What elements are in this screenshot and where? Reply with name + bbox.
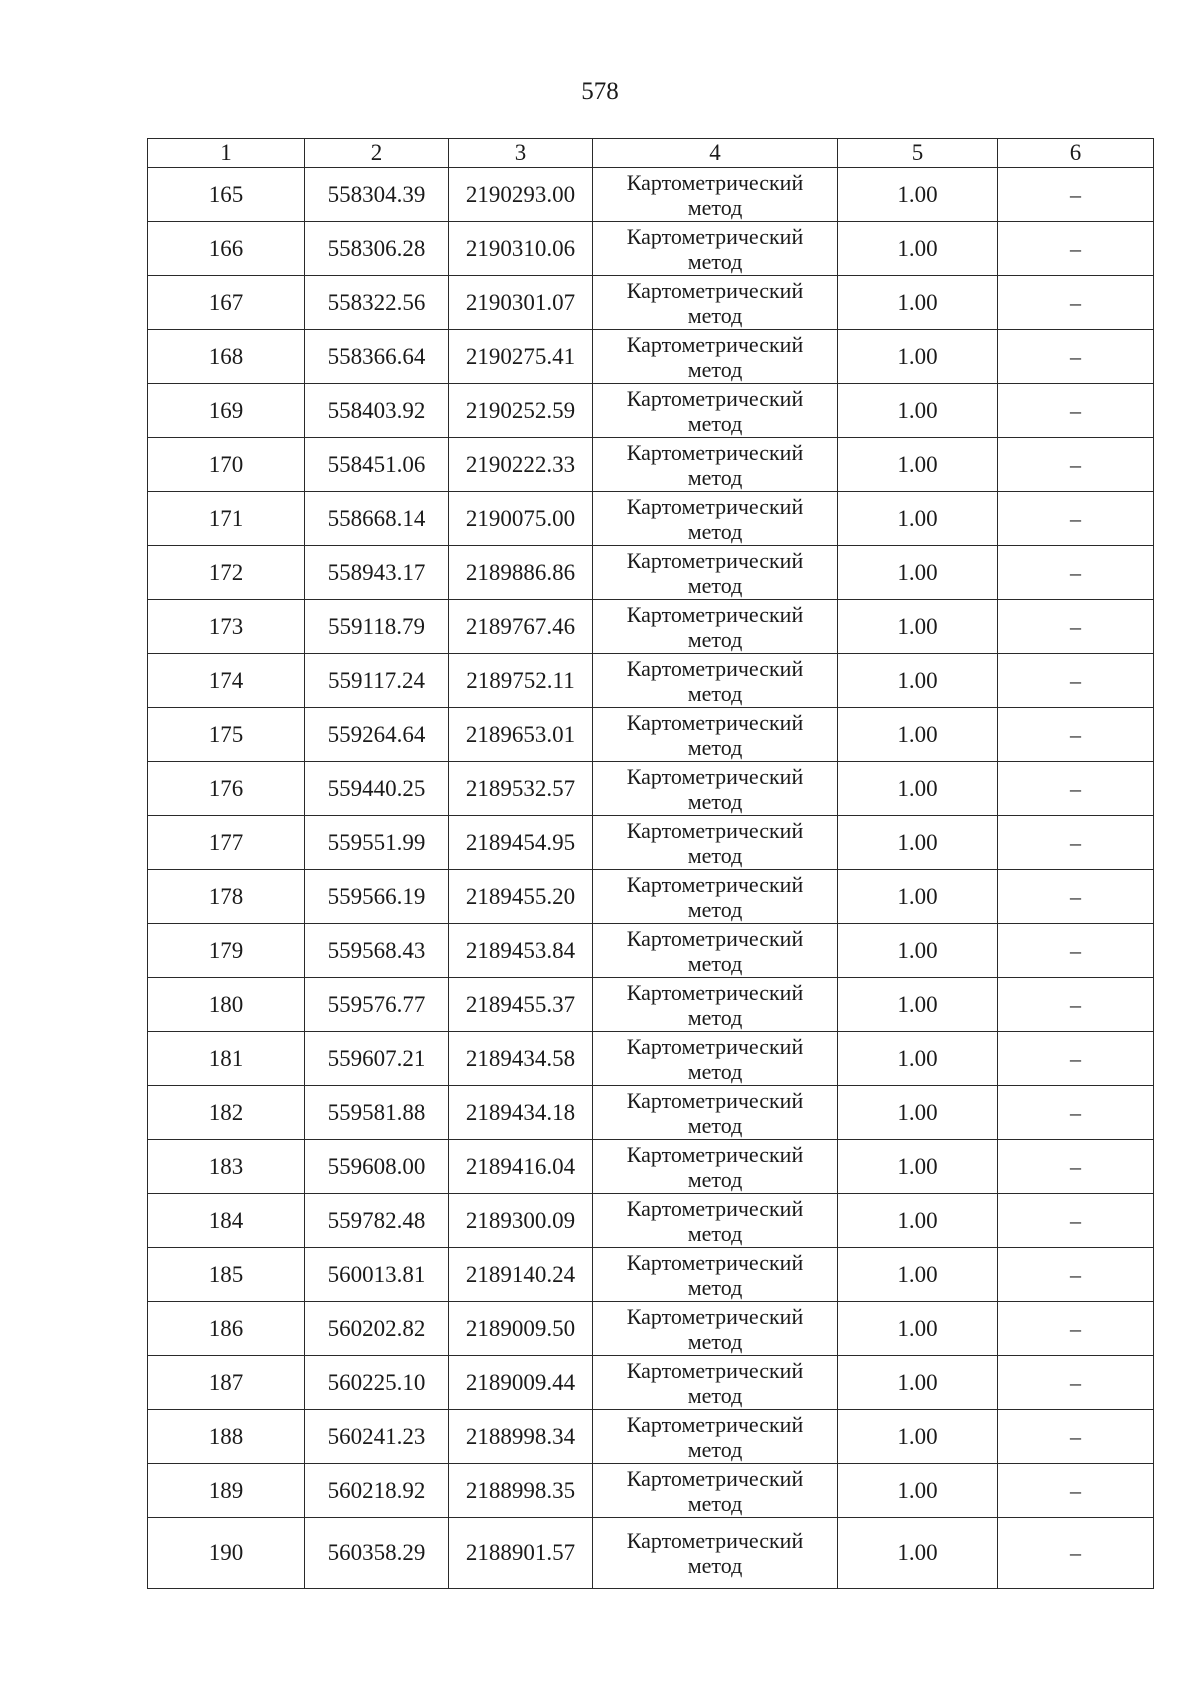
method-line-1: Картометрический xyxy=(626,493,804,519)
method-line-1: Картометрический xyxy=(626,1528,804,1553)
method-cell xyxy=(593,1410,838,1464)
x-coordinate-cell: 559576.77 xyxy=(305,978,449,1032)
accuracy-cell: 1.00 xyxy=(838,1518,998,1589)
method-line-2: метод xyxy=(687,680,743,706)
x-coordinate-cell: 559581.88 xyxy=(305,1086,449,1140)
method-cell xyxy=(593,384,838,438)
x-coordinate-cell: 558304.39 xyxy=(305,168,449,222)
x-coordinate-cell: 559566.19 xyxy=(305,870,449,924)
column-header: 3 xyxy=(449,139,593,168)
point-number-cell: 169 xyxy=(148,384,305,438)
accuracy-cell: 1.00 xyxy=(838,1410,998,1464)
point-number-cell: 180 xyxy=(148,978,305,1032)
x-coordinate-cell: 558322.56 xyxy=(305,276,449,330)
method-cell xyxy=(593,1140,838,1194)
table-header xyxy=(148,139,1154,168)
point-number-cell: 170 xyxy=(148,438,305,492)
accuracy-cell: 1.00 xyxy=(838,924,998,978)
method-line-1: Картометрический xyxy=(626,1195,804,1221)
method-line-2: метод xyxy=(687,1220,743,1246)
point-number-cell: 168 xyxy=(148,330,305,384)
method-line-2: метод xyxy=(687,788,743,814)
method-line-2: метод xyxy=(687,572,743,598)
y-coordinate-cell: 2189752.11 xyxy=(449,654,593,708)
point-number-cell: 174 xyxy=(148,654,305,708)
y-coordinate-cell: 2189455.37 xyxy=(449,978,593,1032)
x-coordinate-cell: 558451.06 xyxy=(305,438,449,492)
table-row xyxy=(148,222,1154,276)
y-coordinate-cell: 2188998.35 xyxy=(449,1464,593,1518)
page-number: 578 xyxy=(581,78,619,105)
note-cell: – xyxy=(998,492,1154,546)
method-line-1: Картометрический xyxy=(626,169,804,195)
point-number-cell: 178 xyxy=(148,870,305,924)
table-row xyxy=(148,546,1154,600)
accuracy-cell: 1.00 xyxy=(838,1356,998,1410)
point-number-cell: 188 xyxy=(148,1410,305,1464)
accuracy-cell: 1.00 xyxy=(838,600,998,654)
note-cell: – xyxy=(998,1518,1154,1589)
note-cell: – xyxy=(998,438,1154,492)
column-header: 2 xyxy=(305,139,449,168)
x-coordinate-cell: 560241.23 xyxy=(305,1410,449,1464)
column-header: 4 xyxy=(593,139,838,168)
table-row xyxy=(148,438,1154,492)
x-coordinate-cell: 558403.92 xyxy=(305,384,449,438)
note-cell: – xyxy=(998,870,1154,924)
table-row xyxy=(148,1302,1154,1356)
x-coordinate-cell: 560225.10 xyxy=(305,1356,449,1410)
point-number-cell: 177 xyxy=(148,816,305,870)
accuracy-cell: 1.00 xyxy=(838,276,998,330)
point-number-cell: 186 xyxy=(148,1302,305,1356)
table-row xyxy=(148,1194,1154,1248)
method-cell xyxy=(593,492,838,546)
point-number-cell: 175 xyxy=(148,708,305,762)
method-cell xyxy=(593,330,838,384)
note-cell: – xyxy=(998,1464,1154,1518)
table-row xyxy=(148,276,1154,330)
y-coordinate-cell: 2188901.57 xyxy=(449,1518,593,1589)
method-line-2: метод xyxy=(687,1328,743,1354)
method-line-2: метод xyxy=(687,1058,743,1084)
note-cell: – xyxy=(998,1140,1154,1194)
y-coordinate-cell: 2189416.04 xyxy=(449,1140,593,1194)
method-line-2: метод xyxy=(687,410,743,436)
method-line-1: Картометрический xyxy=(626,1087,804,1113)
method-line-1: Картометрический xyxy=(626,1249,804,1275)
method-line-1: Картометрический xyxy=(626,601,804,627)
method-line-1: Картометрический xyxy=(626,277,804,303)
x-coordinate-cell: 558366.64 xyxy=(305,330,449,384)
point-number-cell: 179 xyxy=(148,924,305,978)
accuracy-cell: 1.00 xyxy=(838,1194,998,1248)
method-line-2: метод xyxy=(687,248,743,274)
table-row xyxy=(148,654,1154,708)
accuracy-cell: 1.00 xyxy=(838,1086,998,1140)
accuracy-cell: 1.00 xyxy=(838,330,998,384)
table-row xyxy=(148,762,1154,816)
note-cell: – xyxy=(998,1032,1154,1086)
note-cell: – xyxy=(998,816,1154,870)
method-line-1: Картометрический xyxy=(626,1411,804,1437)
method-line-2: метод xyxy=(687,1436,743,1462)
method-line-2: метод xyxy=(687,950,743,976)
x-coordinate-cell: 559118.79 xyxy=(305,600,449,654)
accuracy-cell: 1.00 xyxy=(838,870,998,924)
column-header: 1 xyxy=(148,139,305,168)
accuracy-cell: 1.00 xyxy=(838,708,998,762)
point-number-cell: 172 xyxy=(148,546,305,600)
note-cell: – xyxy=(998,168,1154,222)
method-line-1: Картометрический xyxy=(626,871,804,897)
point-number-cell: 182 xyxy=(148,1086,305,1140)
x-coordinate-cell: 559568.43 xyxy=(305,924,449,978)
method-line-1: Картометрический xyxy=(626,223,804,249)
table-row xyxy=(148,1356,1154,1410)
method-cell xyxy=(593,438,838,492)
note-cell: – xyxy=(998,654,1154,708)
accuracy-cell: 1.00 xyxy=(838,384,998,438)
method-line-1: Картометрический xyxy=(626,1357,804,1383)
method-cell xyxy=(593,816,838,870)
accuracy-cell: 1.00 xyxy=(838,438,998,492)
x-coordinate-cell: 560202.82 xyxy=(305,1302,449,1356)
point-number-cell: 165 xyxy=(148,168,305,222)
table-row xyxy=(148,1032,1154,1086)
point-number-cell: 173 xyxy=(148,600,305,654)
method-line-2: метод xyxy=(687,1382,743,1408)
x-coordinate-cell: 559608.00 xyxy=(305,1140,449,1194)
accuracy-cell: 1.00 xyxy=(838,1140,998,1194)
table-row xyxy=(148,816,1154,870)
method-line-2: метод xyxy=(687,1112,743,1138)
method-line-2: метод xyxy=(687,626,743,652)
table-row xyxy=(148,708,1154,762)
note-cell: – xyxy=(998,1356,1154,1410)
method-line-2: метод xyxy=(687,1004,743,1030)
y-coordinate-cell: 2190075.00 xyxy=(449,492,593,546)
accuracy-cell: 1.00 xyxy=(838,654,998,708)
method-line-2: метод xyxy=(687,302,743,328)
point-number-cell: 184 xyxy=(148,1194,305,1248)
x-coordinate-cell: 559782.48 xyxy=(305,1194,449,1248)
accuracy-cell: 1.00 xyxy=(838,978,998,1032)
method-line-1: Картометрический xyxy=(626,1303,804,1329)
x-coordinate-cell: 558306.28 xyxy=(305,222,449,276)
method-line-2: метод xyxy=(687,842,743,868)
method-cell xyxy=(593,978,838,1032)
y-coordinate-cell: 2189767.46 xyxy=(449,600,593,654)
table-row xyxy=(148,1464,1154,1518)
table-row xyxy=(148,168,1154,222)
x-coordinate-cell: 559440.25 xyxy=(305,762,449,816)
y-coordinate-cell: 2189434.58 xyxy=(449,1032,593,1086)
method-line-1: Картометрический xyxy=(626,817,804,843)
coordinates-table xyxy=(147,138,1154,1589)
header-row xyxy=(148,139,1154,168)
point-number-cell: 181 xyxy=(148,1032,305,1086)
method-line-2: метод xyxy=(687,356,743,382)
x-coordinate-cell: 560358.29 xyxy=(305,1518,449,1589)
table-row xyxy=(148,978,1154,1032)
y-coordinate-cell: 2188998.34 xyxy=(449,1410,593,1464)
method-line-2: метод xyxy=(687,518,743,544)
method-line-1: Картометрический xyxy=(626,655,804,681)
accuracy-cell: 1.00 xyxy=(838,222,998,276)
note-cell: – xyxy=(998,330,1154,384)
x-coordinate-cell: 558943.17 xyxy=(305,546,449,600)
table-row xyxy=(148,492,1154,546)
point-number-cell: 171 xyxy=(148,492,305,546)
method-cell xyxy=(593,222,838,276)
column-header: 6 xyxy=(998,139,1154,168)
method-line-1: Картометрический xyxy=(626,1141,804,1167)
method-cell xyxy=(593,654,838,708)
note-cell: – xyxy=(998,708,1154,762)
note-cell: – xyxy=(998,924,1154,978)
method-line-1: Картометрический xyxy=(626,439,804,465)
y-coordinate-cell: 2189653.01 xyxy=(449,708,593,762)
accuracy-cell: 1.00 xyxy=(838,1464,998,1518)
y-coordinate-cell: 2189009.50 xyxy=(449,1302,593,1356)
accuracy-cell: 1.00 xyxy=(838,1248,998,1302)
method-line-1: Картометрический xyxy=(626,709,804,735)
y-coordinate-cell: 2189434.18 xyxy=(449,1086,593,1140)
table-row xyxy=(148,870,1154,924)
method-cell xyxy=(593,1032,838,1086)
method-line-2: метод xyxy=(687,896,743,922)
y-coordinate-cell: 2190275.41 xyxy=(449,330,593,384)
method-cell xyxy=(593,1464,838,1518)
x-coordinate-cell: 560013.81 xyxy=(305,1248,449,1302)
accuracy-cell: 1.00 xyxy=(838,168,998,222)
table-row xyxy=(148,384,1154,438)
y-coordinate-cell: 2189886.86 xyxy=(449,546,593,600)
point-number-cell: 176 xyxy=(148,762,305,816)
table-row xyxy=(148,924,1154,978)
method-line-1: Картометрический xyxy=(626,547,804,573)
accuracy-cell: 1.00 xyxy=(838,492,998,546)
method-line-2: метод xyxy=(687,734,743,760)
note-cell: – xyxy=(998,222,1154,276)
method-line-2: метод xyxy=(687,194,743,220)
table-row xyxy=(148,1518,1154,1589)
method-cell xyxy=(593,870,838,924)
table-row xyxy=(148,1248,1154,1302)
point-number-cell: 190 xyxy=(148,1518,305,1589)
accuracy-cell: 1.00 xyxy=(838,1302,998,1356)
method-line-2: метод xyxy=(687,464,743,490)
method-line-2: метод xyxy=(687,1274,743,1300)
method-line-2: метод xyxy=(687,1490,743,1516)
method-line-1: Картометрический xyxy=(626,331,804,357)
y-coordinate-cell: 2190301.07 xyxy=(449,276,593,330)
note-cell: – xyxy=(998,1086,1154,1140)
method-cell xyxy=(593,762,838,816)
point-number-cell: 189 xyxy=(148,1464,305,1518)
method-line-1: Картометрический xyxy=(626,763,804,789)
method-line-1: Картометрический xyxy=(626,1465,804,1491)
method-line-1: Картометрический xyxy=(626,385,804,411)
note-cell: – xyxy=(998,1410,1154,1464)
y-coordinate-cell: 2189453.84 xyxy=(449,924,593,978)
note-cell: – xyxy=(998,1194,1154,1248)
method-cell xyxy=(593,600,838,654)
method-cell xyxy=(593,1356,838,1410)
note-cell: – xyxy=(998,546,1154,600)
method-cell xyxy=(593,924,838,978)
note-cell: – xyxy=(998,276,1154,330)
accuracy-cell: 1.00 xyxy=(838,1032,998,1086)
method-cell xyxy=(593,546,838,600)
y-coordinate-cell: 2190293.00 xyxy=(449,168,593,222)
table-body xyxy=(148,168,1154,1589)
x-coordinate-cell: 559264.64 xyxy=(305,708,449,762)
point-number-cell: 167 xyxy=(148,276,305,330)
method-line-1: Картометрический xyxy=(626,979,804,1005)
column-header: 5 xyxy=(838,139,998,168)
x-coordinate-cell: 560218.92 xyxy=(305,1464,449,1518)
note-cell: – xyxy=(998,978,1154,1032)
y-coordinate-cell: 2189532.57 xyxy=(449,762,593,816)
note-cell: – xyxy=(998,1302,1154,1356)
y-coordinate-cell: 2190252.59 xyxy=(449,384,593,438)
table-row xyxy=(148,600,1154,654)
method-cell xyxy=(593,1086,838,1140)
x-coordinate-cell: 559551.99 xyxy=(305,816,449,870)
method-cell xyxy=(593,1194,838,1248)
table-row xyxy=(148,1086,1154,1140)
y-coordinate-cell: 2189009.44 xyxy=(449,1356,593,1410)
y-coordinate-cell: 2189140.24 xyxy=(449,1248,593,1302)
accuracy-cell: 1.00 xyxy=(838,816,998,870)
table-row xyxy=(148,1140,1154,1194)
table-row xyxy=(148,1410,1154,1464)
x-coordinate-cell: 559607.21 xyxy=(305,1032,449,1086)
note-cell: – xyxy=(998,384,1154,438)
point-number-cell: 166 xyxy=(148,222,305,276)
note-cell: – xyxy=(998,600,1154,654)
x-coordinate-cell: 559117.24 xyxy=(305,654,449,708)
note-cell: – xyxy=(998,762,1154,816)
accuracy-cell: 1.00 xyxy=(838,546,998,600)
method-cell xyxy=(593,1518,838,1589)
method-cell xyxy=(593,276,838,330)
method-line-2: метод xyxy=(687,1553,743,1578)
accuracy-cell: 1.00 xyxy=(838,762,998,816)
note-cell: – xyxy=(998,1248,1154,1302)
y-coordinate-cell: 2189455.20 xyxy=(449,870,593,924)
method-line-1: Картометрический xyxy=(626,925,804,951)
table-row xyxy=(148,330,1154,384)
point-number-cell: 187 xyxy=(148,1356,305,1410)
method-cell xyxy=(593,168,838,222)
y-coordinate-cell: 2190222.33 xyxy=(449,438,593,492)
method-cell xyxy=(593,1302,838,1356)
method-line-2: метод xyxy=(687,1166,743,1192)
method-cell xyxy=(593,708,838,762)
method-line-1: Картометрический xyxy=(626,1033,804,1059)
point-number-cell: 183 xyxy=(148,1140,305,1194)
y-coordinate-cell: 2189300.09 xyxy=(449,1194,593,1248)
method-cell xyxy=(593,1248,838,1302)
point-number-cell: 185 xyxy=(148,1248,305,1302)
x-coordinate-cell: 558668.14 xyxy=(305,492,449,546)
y-coordinate-cell: 2190310.06 xyxy=(449,222,593,276)
y-coordinate-cell: 2189454.95 xyxy=(449,816,593,870)
